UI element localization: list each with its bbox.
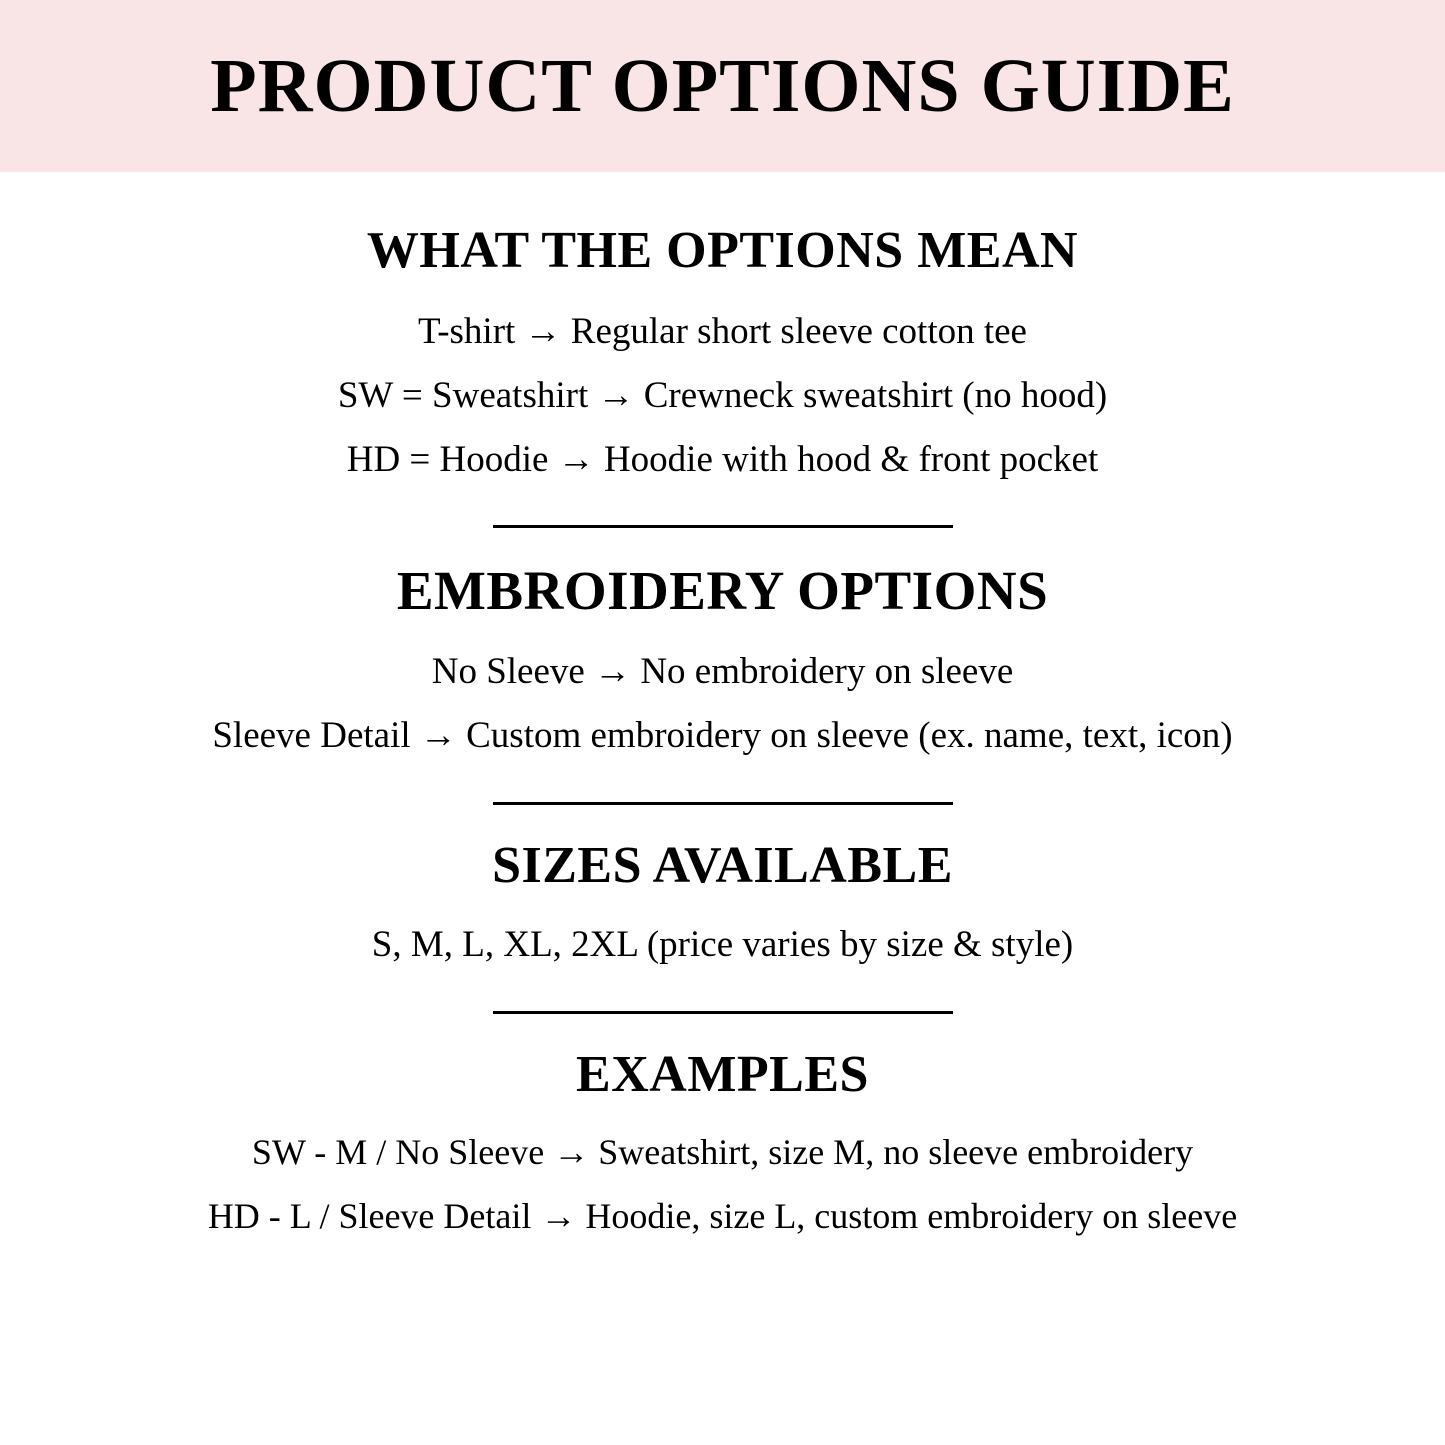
section-divider-3 <box>493 1011 953 1014</box>
section-examples <box>0 1044 1445 1249</box>
embroidery-line-no-sleeve: No Sleeve → No embroidery on sleeve <box>431 651 1014 693</box>
section-title-options-mean: WHAT THE OPTIONS MEAN <box>366 222 1079 279</box>
section-lines-sizes <box>0 913 1445 977</box>
option-line-tshirt: T-shirt → Regular short sleeve cotton tee <box>418 311 1027 353</box>
section-lines-embroidery <box>0 640 1445 767</box>
embroidery-line-sleeve-detail: Sleeve Detail → Custom embroidery on sleeve (ex. name, text, icon) <box>212 714 1233 756</box>
section-title-embroidery: EMBROIDERY OPTIONS <box>396 560 1049 622</box>
guide-content <box>0 172 1445 1445</box>
section-title-examples: EXAMPLES <box>576 1045 869 1103</box>
section-what-the-options-mean <box>0 220 1445 491</box>
option-line-sweatshirt: SW = Sweatshirt → Crewneck sweatshirt (no hood) <box>337 375 1108 417</box>
section-divider-1 <box>493 525 953 528</box>
page-title: PRODUCT OPTIONS GUIDE <box>210 44 1235 128</box>
sizes-line: S, M, L, XL, 2XL (price varies by size & style) <box>371 923 1074 965</box>
option-line-hoodie: HD = Hoodie → Hoodie with hood & front pocket <box>346 438 1099 480</box>
section-embroidery-options <box>0 558 1445 767</box>
example-line-hoodie: HD - L / Sleeve Detail → Hoodie, size L, custom embroidery on sleeve <box>207 1196 1238 1236</box>
section-title-sizes: SIZES AVAILABLE <box>492 836 953 894</box>
section-lines-options-mean <box>0 300 1445 491</box>
section-lines-examples <box>0 1120 1445 1248</box>
header-banner <box>0 0 1445 172</box>
section-divider-2 <box>493 802 953 805</box>
example-line-sweatshirt: SW - M / No Sleeve → Sweatshirt, size M, no sleeve embroidery <box>251 1131 1194 1172</box>
section-sizes-available <box>0 835 1445 977</box>
